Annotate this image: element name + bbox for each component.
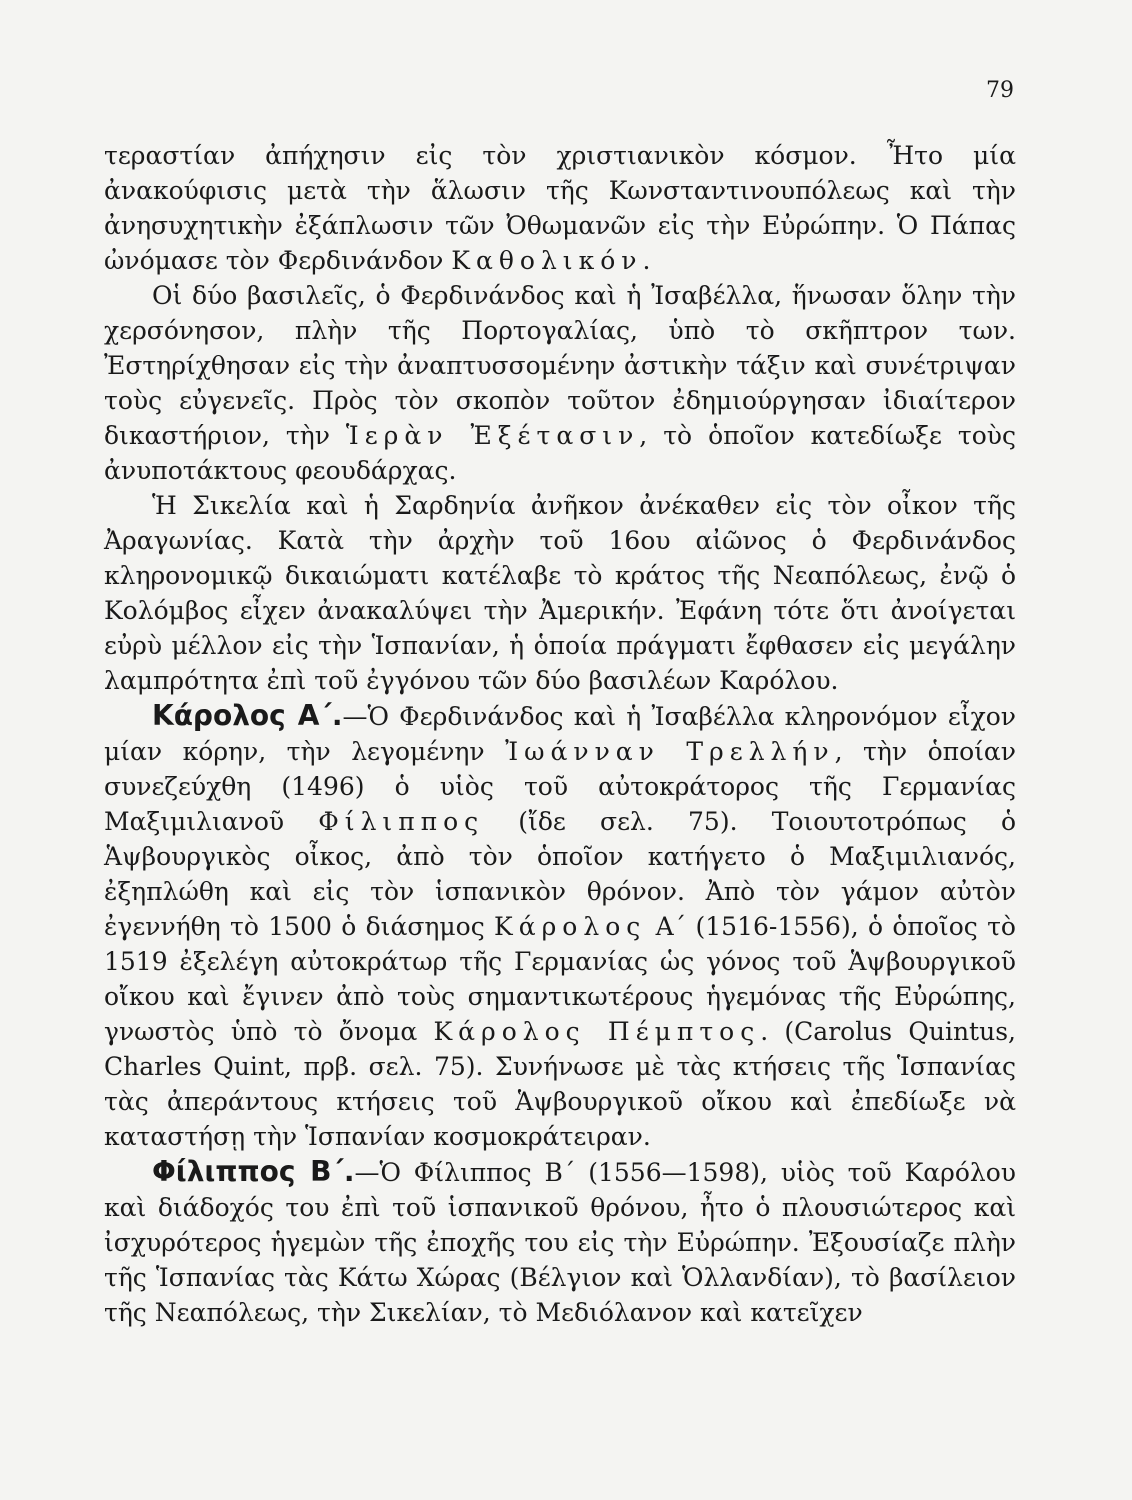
text-run: Οἱ δύο βασιλεῖς, ὁ Φερδινάνδος καὶ ἡ Ἰσαβέλλα, ἥνωσαν ὅλην τὴν χερσόνησον, πλὴν τῆς Πορτογαλίας, ὑπὸ τὸ σκῆπτρον των. Ἐστηρίχθησαν εἰς τὴν ἀναπτυσσομένην ἀστικὴν τάξιν καὶ συνέτριψαν τοὺς εὐγενεῖς. Πρὸς τὸν σκοπὸν τοῦτον ἐδημιούργησαν ἰδιαίτερον δικαστήριον, τὴν — [104, 281, 1016, 450]
text-run: —Ὁ Φίλιππος Β΄ (1556—1598), υἱὸς τοῦ Καρόλου καὶ διάδοχός του ἐπὶ τοῦ ἱσπανικοῦ θρόνου, ἦτο ὁ πλουσιώτερος καὶ ἰσχυρότερος ἡγεμὼν τῆς ἐποχῆς του εἰς τὴν Εὐρώπην. Ἐξουσίαζε πλὴν τῆς Ἱσπανίας τὰς Κάτω Χώρας (Βέλγιον καὶ Ὁλλανδίαν), τὸ βασίλειον τῆς Νεαπόλεως, τὴν Σικελίαν, τὸ Μεδιόλανον καὶ κατεῖχεν — [104, 1158, 1016, 1327]
body-text — [104, 138, 1016, 1330]
text-run: , τὴν ὁποίαν συνεζεύχθη (1496) ὁ υἱὸς τοῦ αὐτοκράτορος τῆς Γερμανίας Μαξιμιλιανοῦ — [104, 737, 1016, 836]
text-run: (ἴδε σελ. 75). Τοιουτοτρόπως ὁ Ἁψβουργικὸς οἶκος, ἀπὸ τὸν ὁποῖον κατήγετο ὁ Μαξιμιλιανός, ἐξηπλώθη καὶ εἰς τὸν ἱσπανικὸν θρόνον. Ἀπὸ τὸν γάμον αὐτὸν ἐγεννήθη τὸ 1500 ὁ διάσημος — [104, 807, 1016, 941]
paragraph — [104, 138, 1016, 278]
paragraph — [104, 698, 1016, 1154]
section-heading: Φίλιππος Β΄. — [152, 1155, 355, 1188]
text-run: Α΄ (1516-1556), ὁ ὁποῖος τὸ 1519 ἐξελέγη αὐτοκράτωρ τῆς Γερμανίας ὡς γόνος τοῦ Ἁψβουργικοῦ οἴκου καὶ ἔγινεν ἀπὸ τοὺς σημαντικωτέρους ἡγεμόνας τῆς Εὐρώπης, γνωστὸς ὑπὸ τὸ ὄνομα — [104, 912, 1016, 1046]
text-run: —Ὁ Φερδινάνδος καὶ ἡ Ἰσαβέλλα κληρονόμον εἶχον μίαν κόρην, τὴν λεγομένην — [104, 702, 1016, 766]
text-run: , τὸ ὁποῖον κατεδίωξε τοὺς ἀνυποτάκτους φεουδάρχας. — [104, 421, 1016, 485]
text-run: . (Carolus Quintus, Charles Quint, πρβ. σελ. 75). Συνήνωσε μὲ τὰς κτήσεις τῆς Ἱσπανίας τὰς ἀπεράντους κτήσεις τοῦ Ἁψβουργικοῦ οἴκου καὶ ἐπεδίωξε νὰ καταστήσῃ τὴν Ἱσπανίαν κοσμοκράτειραν. — [104, 1017, 1016, 1151]
emphasized-term: Φίλιππος — [318, 807, 485, 836]
emphasized-term: Κάρολος Πέμπτος — [433, 1017, 761, 1046]
paragraph — [104, 1154, 1016, 1330]
emphasized-term: Ἰωάνναν Τρελλήν — [505, 737, 835, 766]
text-run: . — [642, 246, 651, 275]
paragraph — [104, 488, 1016, 698]
paragraph — [104, 278, 1016, 488]
emphasized-term: Καθολικόν — [451, 246, 643, 275]
page-number: 79 — [986, 78, 1014, 103]
text-run: τεραστίαν ἀπήχησιν εἰς τὸν χριστιανικὸν κόσμον. Ἦτο μία ἀνακούφισις μετὰ τὴν ἅλωσιν τῆς Κωνσταντινουπόλεως καὶ τὴν ἀνησυχητικὴν ἐξάπλωσιν τῶν Ὀθωμανῶν εἰς τὴν Εὐρώπην. Ὁ Πάπας ὠνόμασε τὸν Φερδινάνδον — [104, 141, 1016, 275]
emphasized-term: Κάρολος — [494, 912, 647, 941]
text-run: Ἡ Σικελία καὶ ἡ Σαρδηνία ἀνῆκον ἀνέκαθεν εἰς τὸν οἶκον τῆς Ἀραγωνίας. Κατὰ τὴν ἀρχὴν τοῦ 16ου αἰῶνος ὁ Φερδινάνδος κληρονομικῷ δικαιώματι κατέλαβε τὸ κράτος τῆς Νεαπόλεως, ἐνῷ ὁ Κολόμβος εἶχεν ἀνακαλύψει τὴν Ἀμερικήν. Ἐφάνη τότε ὅτι ἀνοίγεται εὐρὺ μέλλον εἰς τὴν Ἱσπανίαν, ἡ ὁποία πράγματι ἔφθασεν εἰς μεγάλην λαμπρότητα ἐπὶ τοῦ ἐγγόνου τῶν δύο βασιλέων Καρόλου. — [104, 491, 1016, 695]
section-heading: Κάρολος Α΄. — [152, 699, 343, 732]
emphasized-term: Ἱερὰν Ἐξέτασιν — [345, 421, 640, 450]
